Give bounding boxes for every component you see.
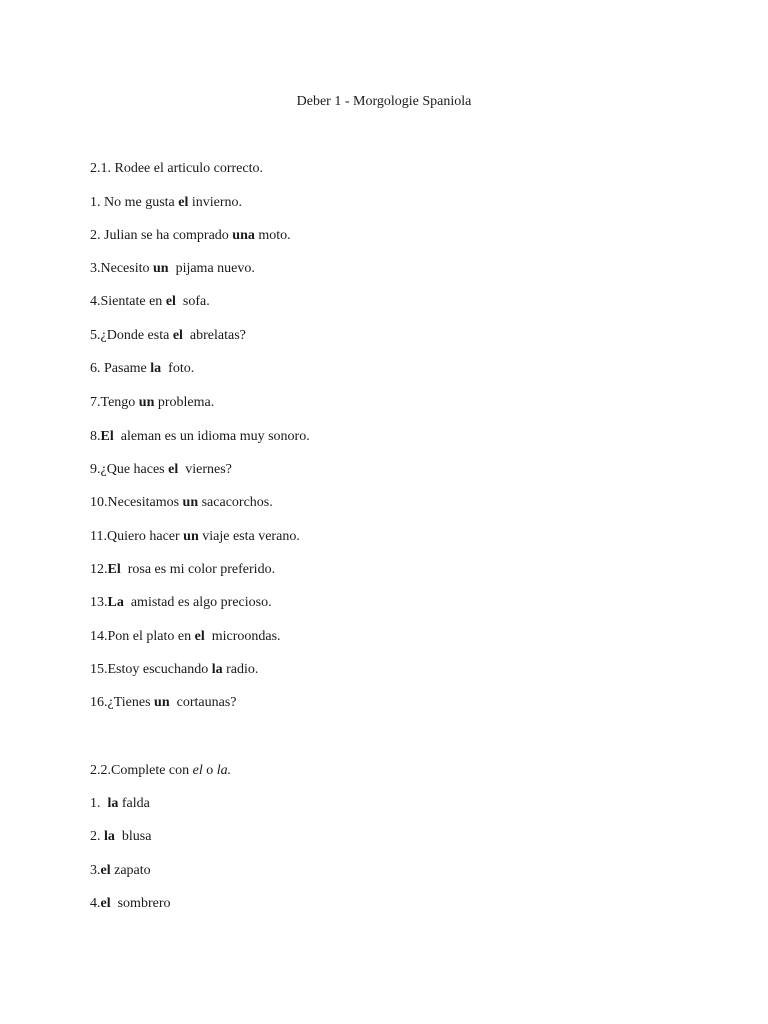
answer: la — [211, 662, 223, 677]
answer: el — [100, 863, 111, 878]
answer: la — [104, 829, 115, 844]
answer: el — [172, 328, 183, 343]
document-title: Deber 1 - Morgologie Spaniola — [296, 94, 472, 109]
answer: El — [107, 562, 121, 577]
answer: la — [107, 796, 119, 811]
answer: La — [107, 595, 124, 610]
exercise-1-item: 6. Pasame la foto. — [90, 361, 195, 376]
exercise-2-item: 4.el sombrero — [90, 896, 171, 911]
exercise-2-item: 1. la falda — [90, 796, 150, 811]
section-2-heading: 2.2.Complete con el o la. — [90, 763, 232, 778]
answer: el — [165, 294, 176, 309]
exercise-1-item: 2. Julian se ha comprado una moto. — [90, 228, 291, 243]
option-la: la. — [216, 763, 232, 778]
exercise-2-item: 3.el zapato — [90, 863, 151, 878]
exercise-1-item: 9.¿Que haces el viernes? — [90, 462, 232, 477]
exercise-1-item: 13.La amistad es algo precioso. — [90, 595, 272, 610]
answer: un — [138, 395, 155, 410]
answer: El — [100, 429, 114, 444]
answer: la — [150, 361, 162, 376]
exercise-1-item: 10.Necesitamos un sacacorchos. — [90, 495, 273, 510]
exercise-1-item: 15.Estoy escuchando la radio. — [90, 662, 259, 677]
answer: el — [194, 629, 205, 644]
exercise-1-item: 16.¿Tienes un cortaunas? — [90, 695, 237, 710]
answer: el — [100, 896, 111, 911]
exercise-2-item: 2. la blusa — [90, 829, 152, 844]
exercise-1-item: 11.Quiero hacer un viaje esta verano. — [90, 529, 300, 544]
option-el: el — [192, 763, 203, 778]
exercise-1-item: 1. No me gusta el invierno. — [90, 195, 243, 210]
answer: el — [168, 462, 179, 477]
exercise-1-item: 8.El aleman es un idioma muy sonoro. — [90, 429, 310, 444]
answer: un — [152, 261, 169, 276]
exercise-1-item: 3.Necesito un pijama nuevo. — [90, 261, 255, 276]
exercise-1-item: 5.¿Donde esta el abrelatas? — [90, 328, 246, 343]
answer: un — [154, 695, 170, 710]
answer: un — [182, 495, 199, 510]
answer: un — [183, 529, 199, 544]
exercise-1-item: 12.El rosa es mi color preferido. — [90, 562, 276, 577]
section-1-heading: 2.1. Rodee el articulo correcto. — [90, 161, 263, 176]
exercise-1-item: 7.Tengo un problema. — [90, 395, 215, 410]
answer: el — [178, 195, 189, 210]
exercise-1-item: 4.Sientate en el sofa. — [90, 294, 210, 309]
exercise-1-item: 14.Pon el plato en el microondas. — [90, 629, 281, 644]
answer: una — [232, 228, 255, 243]
